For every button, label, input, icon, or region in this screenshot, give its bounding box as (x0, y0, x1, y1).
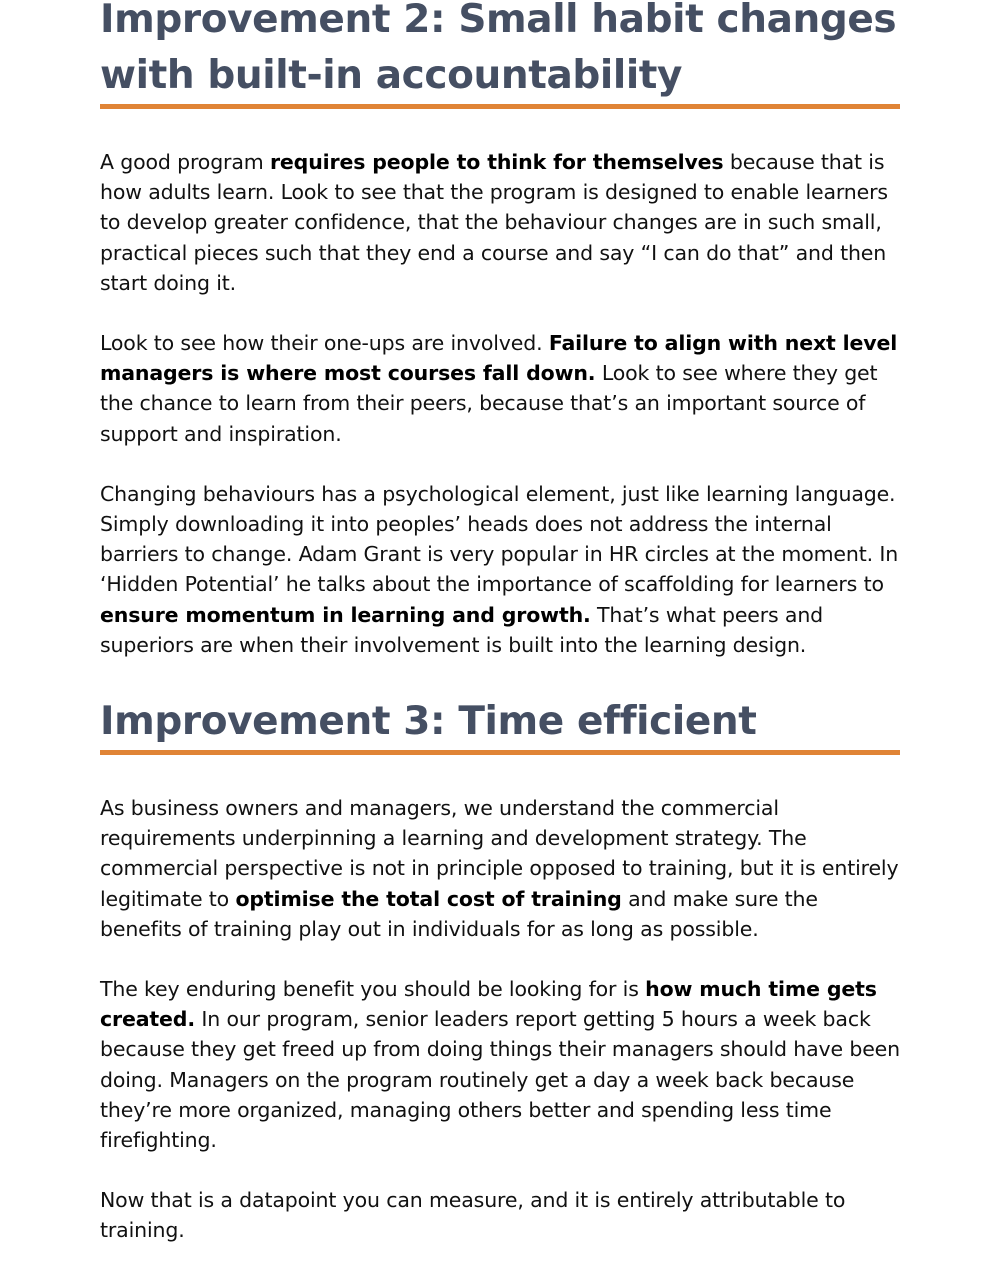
section-3-heading: Improvement 3: Time efficient (100, 699, 757, 745)
section-3-paragraph-2 (100, 974, 900, 1155)
body-text: Now that is a datapoint you can measure, and it is entirely attributable to training. (100, 1188, 846, 1243)
emphasis-text: requires people to think for themselves (269, 150, 724, 174)
document-page (100, 0, 900, 1246)
emphasis-text: ensure momentum in learning and growth. (100, 602, 591, 627)
body-text: Look to see how their one-ups are involved. (100, 331, 549, 356)
emphasis-text: how much time gets created. (100, 977, 877, 1032)
section-3-paragraph-1 (100, 793, 900, 944)
body-text: As business owners and managers, we understand the commercial requirements underpinning a learning and development strategy. The commercial perspective is not in principle opposed to training, but it is entirely legitimate to (100, 796, 899, 911)
section-2-heading: Improvement 2: Small habit changes with built-in accountability (100, 0, 897, 98)
body-text: Look to see where they get the chance to learn from their peers, because that’s an important source of support and inspiration. (100, 361, 878, 446)
body-text: because that is how adults learn. Look to see that the program is designed to enable learners to develop greater confidence, that the behaviour changes are in such small, practical pieces such that they end a course and say “I can do that” and then start doing it. (100, 150, 888, 295)
section-2-paragraph-1 (100, 147, 900, 298)
section-2-divider (100, 104, 900, 109)
section-2-paragraph-3 (100, 479, 900, 660)
body-text: In our program, senior leaders report getting 5 hours a week back because they get freed up from doing things their managers should have been doing. Managers on the program routinely get a day a week back because they’re more organized, managing others better and spending less time firefighting. (100, 1007, 900, 1153)
body-text: That’s what peers and superiors are when their involvement is built into the learning design. (100, 602, 824, 657)
section-2-paragraph-2 (100, 328, 900, 449)
section-3-paragraph-3 (100, 1185, 900, 1245)
section-3-divider (100, 750, 900, 755)
body-text: Changing behaviours has a psychological element, just like learning language. Simply downloading it into peoples’ heads does not address the internal barriers to change. Adam Grant is very popular in HR circles at the moment. In ‘Hidden Potential’ he talks about the importance of scaffolding for learners to (100, 481, 899, 597)
body-text: A good program (100, 150, 270, 174)
body-text: and make sure the benefits of training play out in individuals for as long as possible. (100, 886, 818, 941)
emphasis-text: Failure to align with next level managers is where most courses fall down. (100, 331, 898, 386)
body-text: The key enduring benefit you should be looking for is (100, 977, 646, 1002)
emphasis-text: optimise the total cost of training (235, 886, 622, 911)
